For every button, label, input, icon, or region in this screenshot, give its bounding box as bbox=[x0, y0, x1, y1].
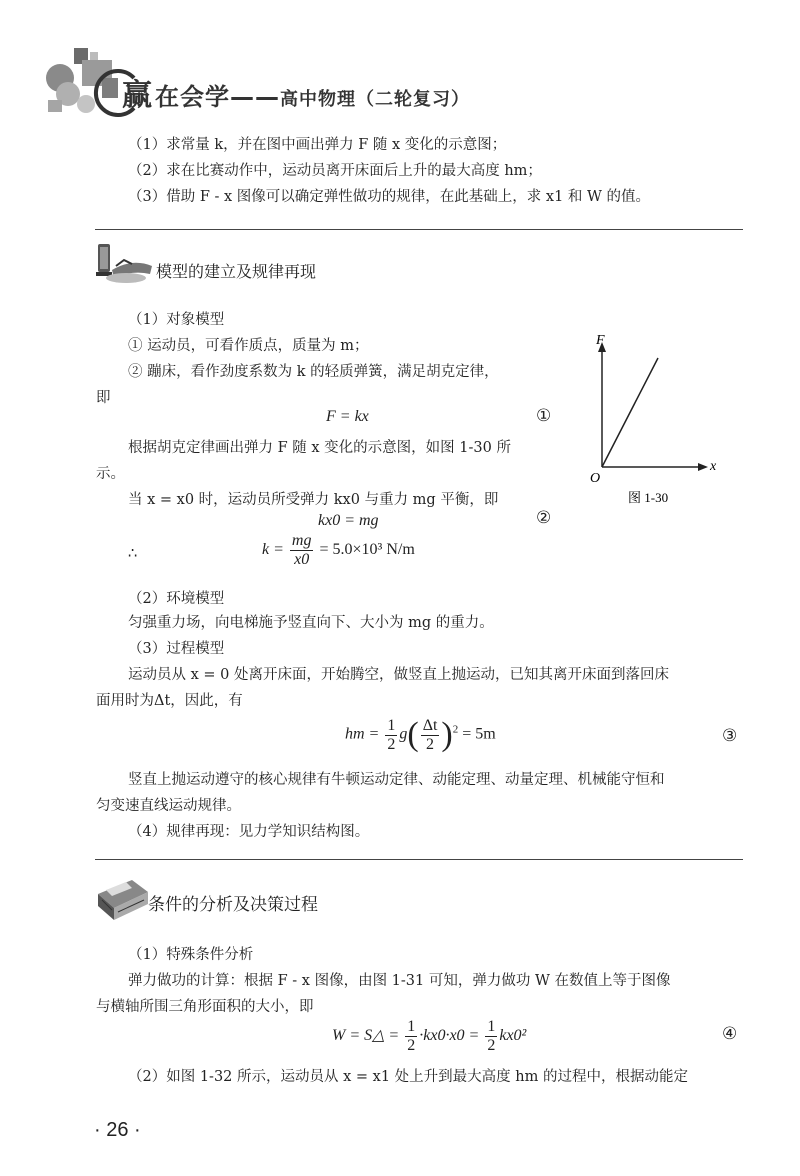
analysis-section-icon bbox=[92, 874, 152, 924]
equation-k: k = $\frac{mg}{x0}$ = 5.0×10³ N/m bbox=[262, 532, 415, 568]
figure-caption: 图 1-30 bbox=[628, 490, 669, 505]
section-title-analysis: 条件的分析及决策过程 bbox=[148, 895, 318, 915]
paragraph: 匀强重力场，向电梯施予竖直向下、大小为 mg 的重力。 bbox=[128, 615, 494, 631]
book-title: 赢在会学——高中物理（二轮复习） bbox=[122, 78, 470, 113]
paragraph: （3）过程模型 bbox=[128, 641, 225, 657]
paragraph: ① 运动员，可看作质点，质量为 m； bbox=[128, 338, 369, 354]
paragraph: 即 bbox=[96, 390, 111, 406]
paragraph: 面用时为Δt，因此，有 bbox=[96, 693, 243, 709]
x-axis-label: x bbox=[710, 459, 717, 474]
question-2: （2）求在比赛动作中，运动员离开床面后上升的最大高度 hm； bbox=[128, 163, 542, 179]
paragraph: 运动员从 x = 0 处离开床面，开始腾空，做竖直上抛运动，已知其离开床面到落回床 bbox=[128, 667, 669, 683]
paragraph: 示。 bbox=[96, 466, 125, 482]
equation-number: ① bbox=[536, 406, 552, 426]
equation-number: ④ bbox=[722, 1024, 738, 1044]
paragraph: 竖直上抛运动遵守的核心规律有牛顿运动定律、动能定理、动量定理、机械能守恒和 bbox=[128, 772, 665, 788]
paragraph: ② 蹦床，看作劲度系数为 k 的轻质弹簧，满足胡克定律， bbox=[128, 364, 499, 380]
therefore-symbol: ∴ bbox=[128, 546, 138, 562]
figure-f-x-graph bbox=[580, 330, 730, 510]
model-section-icon bbox=[92, 240, 154, 288]
paragraph: （2）环境模型 bbox=[128, 591, 225, 607]
paragraph: 与横轴所围三角形面积的大小，即 bbox=[96, 999, 314, 1015]
equation-number: ③ bbox=[722, 726, 738, 746]
section-title-model: 模型的建立及规律再现 bbox=[156, 262, 317, 281]
question-3: （3）借助 F - x 图像可以确定弹性做功的规律，在此基础上，求 x1 和 W 的值。 bbox=[128, 189, 651, 205]
equation-2: kx0 = mg bbox=[318, 512, 379, 529]
y-axis-label: F bbox=[596, 333, 605, 348]
equation-1: F = kx bbox=[326, 408, 369, 425]
paragraph: 当 x = x0 时，运动员所受弹力 kx0 与重力 mg 平衡，即 bbox=[128, 492, 499, 508]
equation-number: ② bbox=[536, 508, 552, 528]
origin-label: O bbox=[590, 471, 601, 486]
divider bbox=[95, 229, 743, 230]
paragraph: （4）规律再现：见力学知识结构图。 bbox=[128, 824, 370, 840]
paragraph: （2）如图 1-32 所示，运动员从 x = x1 处上升到最大高度 hm 的过程中，根据动能定 bbox=[128, 1069, 688, 1085]
page-number: · 26 · bbox=[94, 1119, 141, 1141]
paragraph: 匀变速直线运动规律。 bbox=[96, 798, 241, 814]
question-1: （1）求常量 k，并在图中画出弹力 F 随 x 变化的示意图； bbox=[128, 137, 507, 153]
equation-4: W = S△ = $\frac{1}{2}$ ·kx0·x0 = $\frac{1}{2}$ kx0² bbox=[332, 1018, 527, 1054]
paragraph: 弹力做功的计算：根据 F - x 图像，由图 1-31 可知，弹力做功 W 在数值上等于图像 bbox=[128, 973, 671, 989]
equation-3: hm = $\frac{1}{2}$ g( $\frac{\Delta t}{2}$ )$^2$ = 5m bbox=[345, 716, 496, 753]
paragraph: （1）对象模型 bbox=[128, 312, 225, 328]
divider bbox=[95, 859, 743, 860]
paragraph: （1）特殊条件分析 bbox=[128, 947, 254, 963]
paragraph: 根据胡克定律画出弹力 F 随 x 变化的示意图，如图 1-30 所 bbox=[128, 440, 511, 456]
